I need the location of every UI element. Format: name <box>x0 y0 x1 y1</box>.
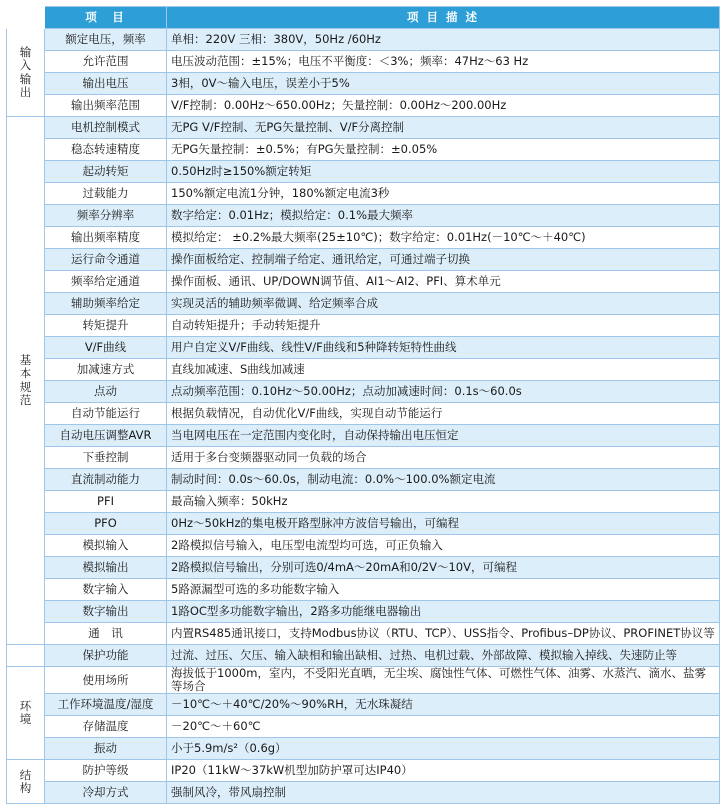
row-item-label: 输出频率范围 <box>45 95 167 117</box>
row-item-label: 振动 <box>45 738 167 760</box>
row-item-label: PFI <box>45 491 167 513</box>
group-label-char: 出 <box>19 84 32 99</box>
row-item-description: －10℃～＋40℃/20%～90%RH，无水珠凝结 <box>167 694 720 716</box>
table-row <box>7 271 720 293</box>
table-row <box>7 738 720 760</box>
table-row <box>7 117 720 139</box>
table-row <box>7 249 720 271</box>
row-item-label: 过载能力 <box>45 183 167 205</box>
row-item-label: 数字输入 <box>45 579 167 601</box>
row-item-label: 通 讯 <box>45 623 167 645</box>
table-row <box>7 694 720 716</box>
row-item-label: 工作环境温度/湿度 <box>45 694 167 716</box>
group-label-char: 输 <box>19 45 32 60</box>
row-item-label: 辅助频率给定 <box>45 293 167 315</box>
row-item-description: 海拔低于1000m，室内，不受阳光直晒，无尘埃、腐蚀性气体、可燃性气体、油雾、水蒸汽、滴水、盐雾等场合 <box>167 667 720 694</box>
row-item-description: 最高输入频率：50kHz <box>167 491 720 513</box>
table-row <box>7 381 720 403</box>
row-item-label: PFO <box>45 513 167 535</box>
row-item-description: －20℃～＋60℃ <box>167 716 720 738</box>
table-row <box>7 716 720 738</box>
row-item-description: 1路OC型多功能数字输出，2路多功能继电器输出 <box>167 601 720 623</box>
table-row <box>7 535 720 557</box>
row-item-description: 3相，0V～输入电压，误差小于5% <box>167 73 720 95</box>
header-group-blank <box>7 7 45 29</box>
specification-table <box>6 6 720 804</box>
row-item-description: 制动时间：0.0s～60.0s，制动电流：0.0%～100.0%额定电流 <box>167 469 720 491</box>
table-row <box>7 782 720 804</box>
row-item-description: 内置RS485通讯接口，支持Modbus协议（RTU、TCP）、USS指令、Profibus–DP协议、PROFINET协议等 <box>167 623 720 645</box>
table-row <box>7 601 720 623</box>
header-row <box>7 7 720 29</box>
row-item-label: 存储温度 <box>45 716 167 738</box>
row-item-description: 适用于多台变频器驱动同一负载的场合 <box>167 447 720 469</box>
row-item-label: 运行命令通道 <box>45 249 167 271</box>
group-label-char: 入 <box>19 58 32 73</box>
table-header <box>7 7 720 29</box>
row-item-label: 起动转矩 <box>45 161 167 183</box>
table-row <box>7 645 720 667</box>
row-item-description: 强制风冷，带风扇控制 <box>167 782 720 804</box>
header-item: 项 目 <box>45 7 167 29</box>
row-item-description: 2路模拟信号输出，分别可选0/4mA～20mA和0/2V～10V，可编程 <box>167 557 720 579</box>
table-row <box>7 447 720 469</box>
group-label-char: 结 <box>19 767 32 782</box>
row-item-description: IP20（11kW～37kW机型加防护罩可达IP40） <box>167 760 720 782</box>
row-item-label: 允许范围 <box>45 51 167 73</box>
row-item-label: 输出电压 <box>45 73 167 95</box>
row-item-description: 0.50Hz时≥150%额定转矩 <box>167 161 720 183</box>
row-item-label: 数字输出 <box>45 601 167 623</box>
row-item-description: 0Hz～50kHz的集电极开路型脉冲方波信号输出，可编程 <box>167 513 720 535</box>
row-item-label: 保护功能 <box>45 645 167 667</box>
row-item-label: 模拟输入 <box>45 535 167 557</box>
table-body <box>7 29 720 804</box>
row-item-description: 根据负载情况，自动优化V/F曲线，实现自动节能运行 <box>167 403 720 425</box>
row-item-label: 自动节能运行 <box>45 403 167 425</box>
table-row <box>7 95 720 117</box>
group-label-char: 环 <box>19 699 32 713</box>
row-item-description: 自动转矩提升；手动转矩提升 <box>167 315 720 337</box>
table-row <box>7 623 720 645</box>
group-label-char: 范 <box>19 392 32 407</box>
table-row <box>7 73 720 95</box>
row-item-description: 2路模拟信号输入，电压型电流型均可选，可正负输入 <box>167 535 720 557</box>
row-item-label: 直流制动能力 <box>45 469 167 491</box>
table-row <box>7 161 720 183</box>
group-label-basic <box>7 117 45 645</box>
group-label-input_output <box>7 29 45 117</box>
row-item-label: 电机控制模式 <box>45 117 167 139</box>
table-row <box>7 29 720 51</box>
table-row <box>7 51 720 73</box>
table-row <box>7 337 720 359</box>
row-item-label: 使用场所 <box>45 667 167 694</box>
group-label-char: 本 <box>19 366 32 381</box>
row-item-description: 模拟给定： ±0.2%最大频率(25±10℃)；数字给定：0.01Hz(－10℃～＋40℃) <box>167 227 720 249</box>
row-item-description: 数字给定：0.01Hz；模拟给定：0.1%最大频率 <box>167 205 720 227</box>
table-row <box>7 579 720 601</box>
row-item-label: 自动电压调整AVR <box>45 425 167 447</box>
table-row <box>7 491 720 513</box>
table-row <box>7 557 720 579</box>
table-row <box>7 667 720 694</box>
header-desc: 项 目 描 述 <box>167 7 720 29</box>
row-item-description: 小于5.9m/s²（0.6g） <box>167 738 720 760</box>
row-item-description: V/F控制：0.00Hz～650.00Hz；矢量控制：0.00Hz～200.00Hz <box>167 95 720 117</box>
row-item-description: 直线加减速、S曲线加减速 <box>167 359 720 381</box>
table-row <box>7 359 720 381</box>
table-row <box>7 205 720 227</box>
row-item-description: 150%额定电流1分钟，180%额定电流3秒 <box>167 183 720 205</box>
table-row <box>7 183 720 205</box>
row-item-label: 频率分辨率 <box>45 205 167 227</box>
group-label-char: 输 <box>19 71 32 86</box>
group-label-protect <box>7 645 45 667</box>
row-item-label: 额定电压，频率 <box>45 29 167 51</box>
row-item-label: 模拟输出 <box>45 557 167 579</box>
row-item-description: 无PG V/F控制、无PG矢量控制、V/F分离控制 <box>167 117 720 139</box>
group-label-char: 基 <box>19 353 32 368</box>
table-row <box>7 513 720 535</box>
row-item-description: 操作面板给定、控制端子给定、通讯给定，可通过端子切换 <box>167 249 720 271</box>
row-item-description: 当电网电压在一定范围内变化时，自动保持输出电压恒定 <box>167 425 720 447</box>
group-label-char: 规 <box>19 379 32 394</box>
table-row <box>7 760 720 782</box>
row-item-label: 转矩提升 <box>45 315 167 337</box>
row-item-label: 输出频率精度 <box>45 227 167 249</box>
row-item-description: 操作面板、通讯、UP/DOWN调节值、AI1～AI2、PFI、算术单元 <box>167 271 720 293</box>
row-item-label: 下垂控制 <box>45 447 167 469</box>
table-row <box>7 293 720 315</box>
table-row <box>7 469 720 491</box>
group-label-structure <box>7 760 45 804</box>
table-row <box>7 139 720 161</box>
group-label-environment <box>7 667 45 760</box>
row-item-label: V/F曲线 <box>45 337 167 359</box>
row-item-label: 稳态转速精度 <box>45 139 167 161</box>
table-row <box>7 403 720 425</box>
row-item-description: 5路源漏型可选的多功能数字输入 <box>167 579 720 601</box>
row-item-description: 无PG矢量控制：±0.5%；有PG矢量控制：±0.05% <box>167 139 720 161</box>
row-item-description: 用户自定义V/F曲线、线性V/F曲线和5种降转矩特性曲线 <box>167 337 720 359</box>
row-item-description: 实现灵活的辅助频率微调、给定频率合成 <box>167 293 720 315</box>
row-item-description: 单相：220V 三相：380V，50Hz /60Hz <box>167 29 720 51</box>
row-item-label: 加减速方式 <box>45 359 167 381</box>
row-item-description: 点动频率范围：0.10Hz～50.00Hz；点动加减速时间：0.1s～60.0s <box>167 381 720 403</box>
row-item-description: 电压波动范围：±15%；电压不平衡度：＜3%；频率：47Hz～63 Hz <box>167 51 720 73</box>
table-row <box>7 315 720 337</box>
row-item-label: 频率给定通道 <box>45 271 167 293</box>
row-item-label: 点动 <box>45 381 167 403</box>
group-label-char: 构 <box>19 780 32 795</box>
table-row <box>7 425 720 447</box>
row-item-label: 冷却方式 <box>45 782 167 804</box>
group-label-char: 境 <box>19 712 32 727</box>
row-item-description: 过流、过压、欠压、输入缺相和输出缺相、过热、电机过载、外部故障、模拟输入掉线、失速防止等 <box>167 645 720 667</box>
row-item-label: 防护等级 <box>45 760 167 782</box>
table-row <box>7 227 720 249</box>
